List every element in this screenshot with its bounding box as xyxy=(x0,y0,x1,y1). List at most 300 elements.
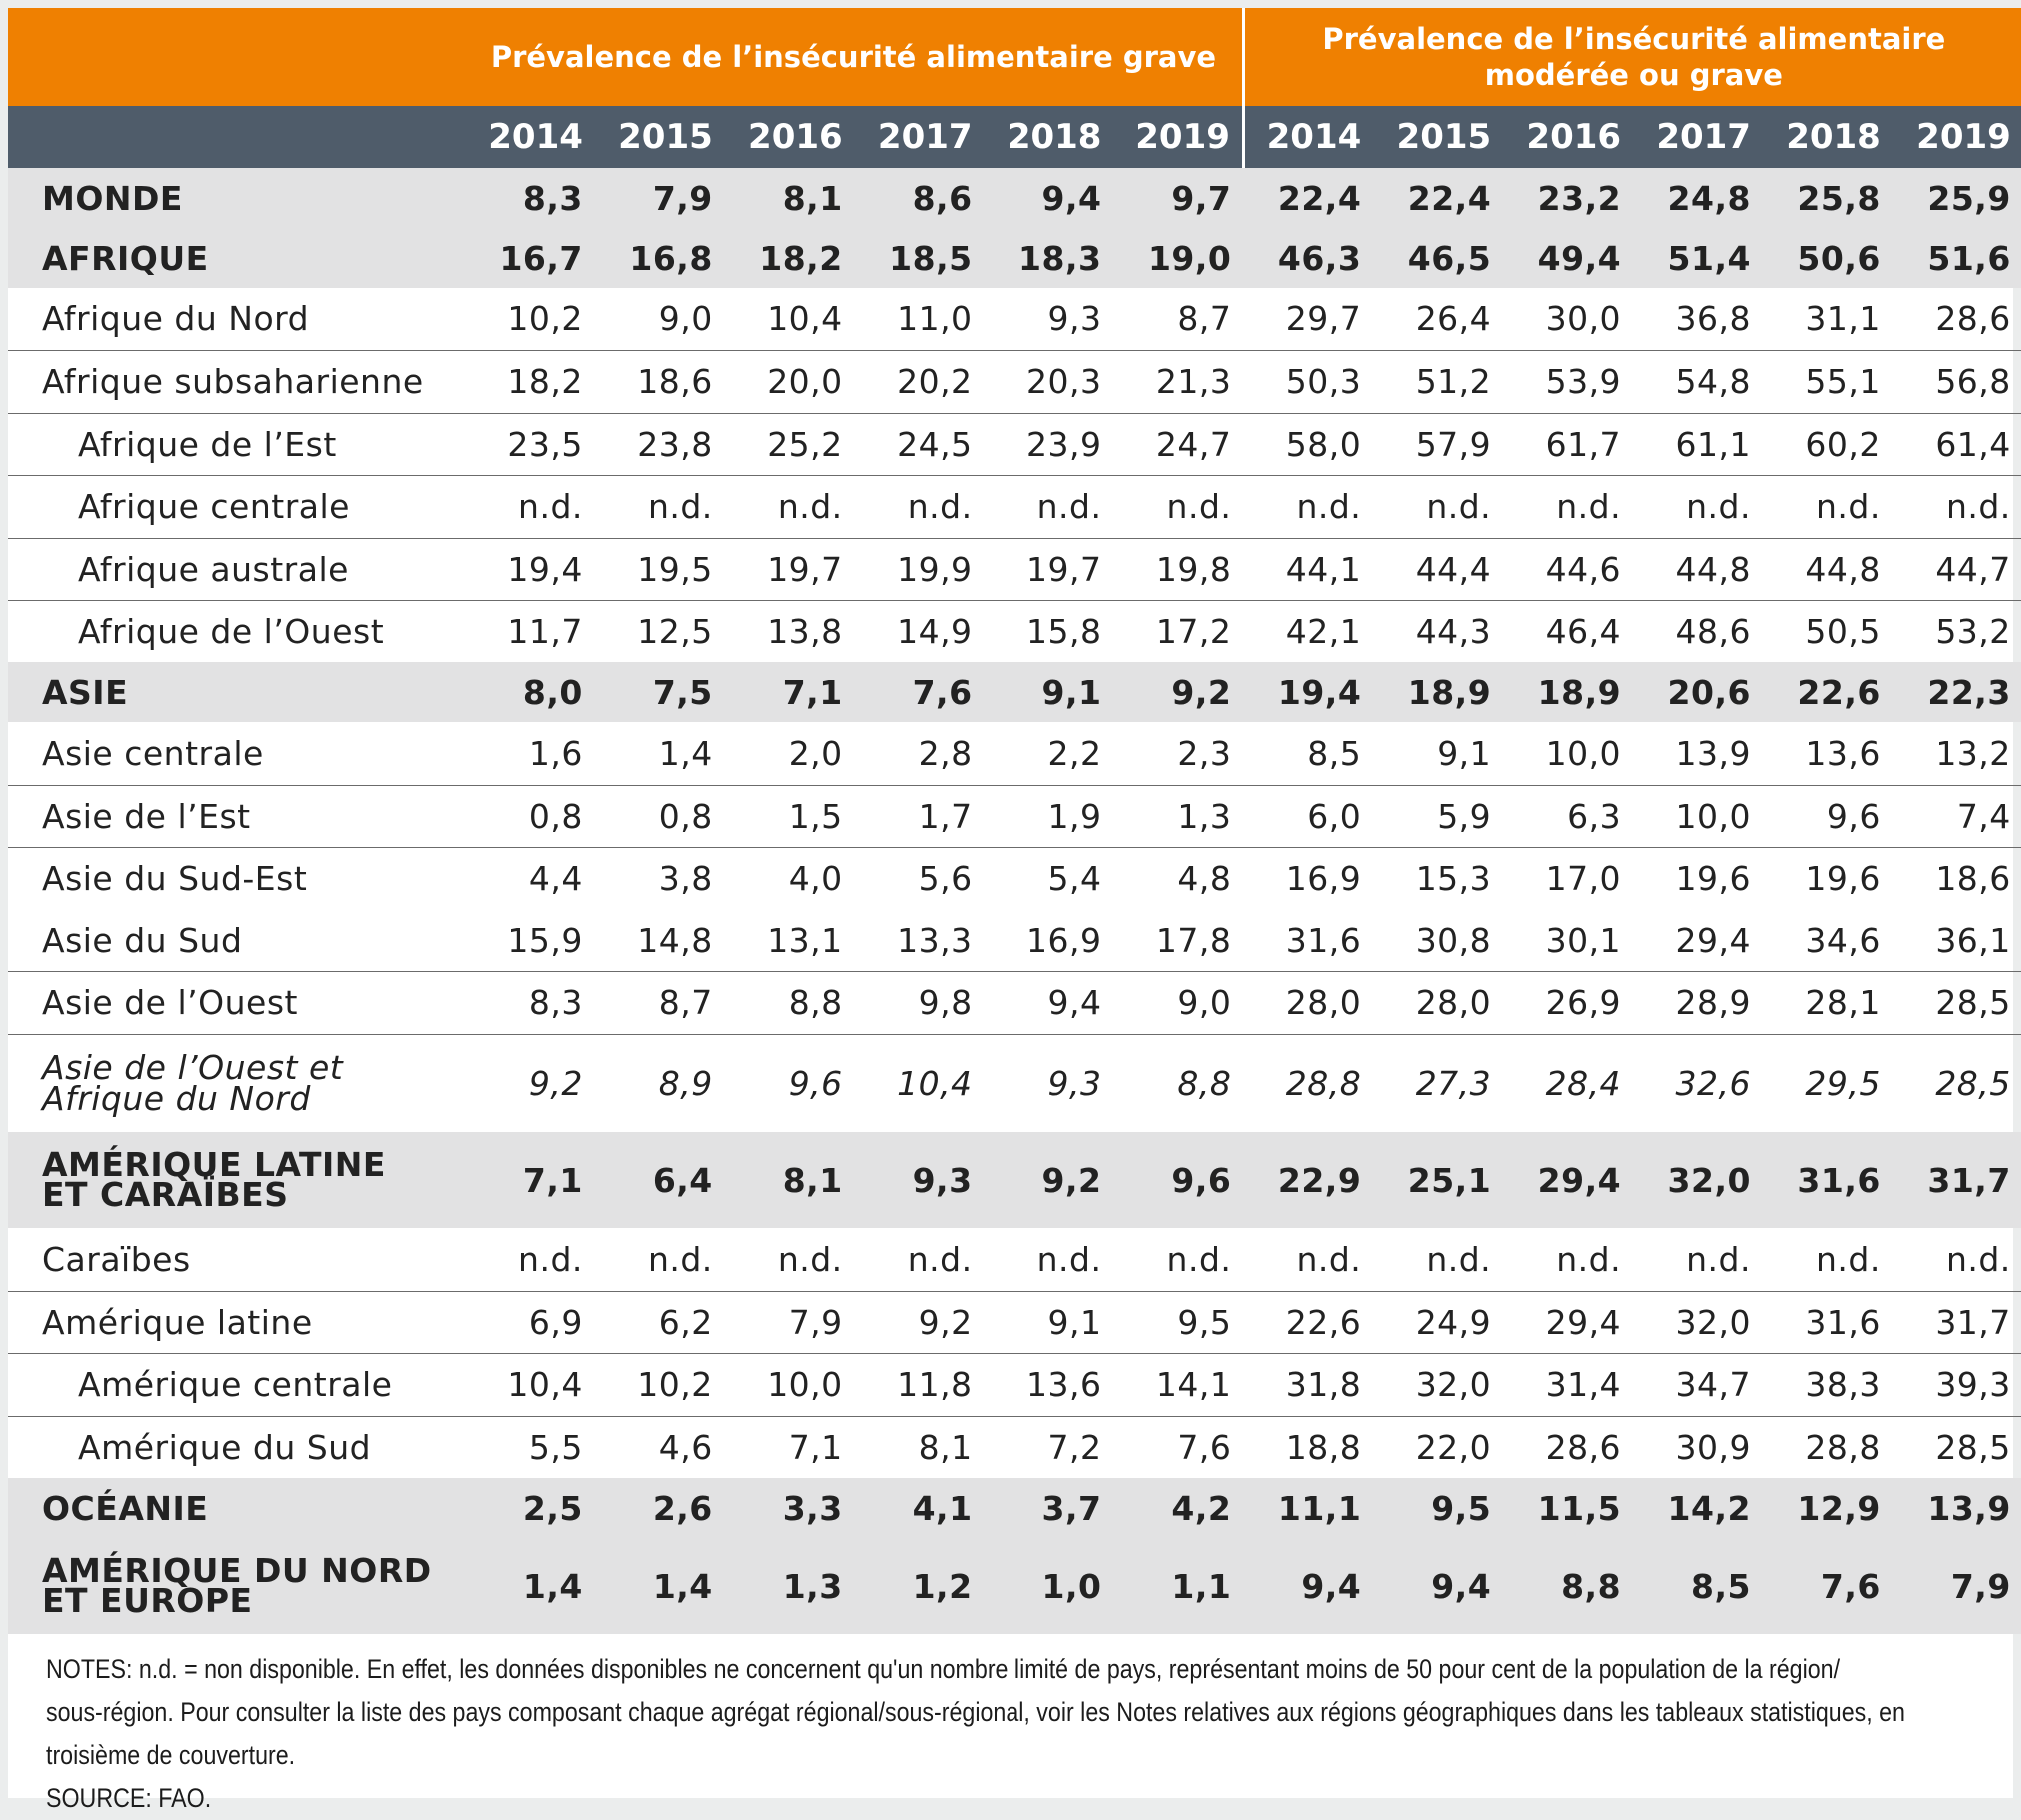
value-cell: 28,5 xyxy=(1935,1427,2011,1467)
value-cell: 9,0 xyxy=(595,288,725,350)
value-cell: 54,8 xyxy=(1633,350,1763,413)
value-cell: 19,6 xyxy=(1633,847,1763,910)
value-cell: 61,4 xyxy=(1893,413,2021,475)
value-cell: 18,9 xyxy=(1503,662,1633,722)
value-cell: 53,2 xyxy=(1935,611,2011,651)
value-cell: 19,7 xyxy=(985,538,1114,600)
value-cell: 18,3 xyxy=(985,228,1114,288)
value-cell: 36,1 xyxy=(1893,910,2021,971)
value-cell: 10,4 xyxy=(897,1063,973,1103)
value-cell: 32,6 xyxy=(1675,1063,1751,1103)
table-row xyxy=(8,1538,2021,1634)
value-cell: 2,2 xyxy=(985,722,1114,785)
value-cell: 51,6 xyxy=(1893,228,2021,288)
value-cell: 9,2 xyxy=(1113,662,1243,722)
value-cell: 31,7 xyxy=(1893,1291,2021,1353)
value-cell: 2,8 xyxy=(855,722,985,785)
value-cell: 9,2 xyxy=(855,1291,985,1353)
row-label: Afrique australe xyxy=(8,538,465,600)
year-header-cell: 2019 xyxy=(1113,106,1243,168)
value-cell: 16,8 xyxy=(595,228,725,288)
value-cell: 13,6 xyxy=(985,1353,1114,1416)
value-cell: 31,1 xyxy=(1763,288,1893,350)
value-cell: 9,4 xyxy=(985,168,1114,228)
value-cell: 44,8 xyxy=(1763,538,1893,600)
year-header-cell: 2018 xyxy=(985,106,1114,168)
value-cell: 18,8 xyxy=(1285,1427,1362,1467)
value-cell: 18,2 xyxy=(465,350,595,413)
notes-line-2: sous-région. Pour consulter la liste des pays composant chaque agrégat régional/sous-régional, voir les Notes relatives aux régions géographiques dans les tableaux statistiques, en xyxy=(46,1697,1905,1727)
value-cell: 15,8 xyxy=(1025,611,1102,651)
value-cell: 24,9 xyxy=(1373,1291,1503,1353)
value-cell: 28,1 xyxy=(1763,971,1893,1034)
value-cell: 13,8 xyxy=(767,611,843,651)
value-cell: 50,5 xyxy=(1805,611,1881,651)
value-cell: 17,8 xyxy=(1113,910,1243,971)
value-cell: n.d. xyxy=(1633,475,1763,538)
row-label: Asie de l’Ouest xyxy=(8,971,465,1034)
row-label: Afrique du Nord xyxy=(8,288,465,350)
value-cell: 24,8 xyxy=(1633,168,1763,228)
value-cell: 28,5 xyxy=(1893,971,2021,1034)
value-cell: 10,4 xyxy=(465,1353,595,1416)
value-cell: 14,9 xyxy=(897,611,973,651)
table-row xyxy=(8,413,2021,475)
row-label: Amérique centrale xyxy=(8,1353,465,1416)
value-cell: 7,1 xyxy=(788,1427,843,1467)
value-cell: 15,3 xyxy=(1373,847,1503,910)
value-cell: 46,4 xyxy=(1545,611,1622,651)
value-cell: n.d. xyxy=(1633,1228,1763,1291)
value-cell: 9,1 xyxy=(1373,722,1503,785)
value-cell: 22,3 xyxy=(1893,662,2021,722)
value-cell: 48,6 xyxy=(1675,611,1751,651)
header-moderate-label-line1: Prévalence de l’insécurité alimentaire xyxy=(1322,22,1946,56)
value-cell: 53,9 xyxy=(1503,350,1633,413)
value-cell: 16,9 xyxy=(1243,847,1373,910)
value-cell: 11,5 xyxy=(1503,1478,1633,1538)
year-header-cell: 2016 xyxy=(725,106,855,168)
value-cell: n.d. xyxy=(1893,1228,2021,1291)
row-label: AFRIQUE xyxy=(8,228,465,288)
value-cell: 22,0 xyxy=(1415,1427,1492,1467)
row-label xyxy=(8,1538,465,1634)
value-cell: 11,8 xyxy=(855,1353,985,1416)
value-cell: 32,0 xyxy=(1633,1132,1763,1228)
table-row xyxy=(8,1132,2021,1228)
value-cell: 4,0 xyxy=(725,847,855,910)
value-cell: 8,6 xyxy=(855,168,985,228)
value-cell: 23,8 xyxy=(595,413,725,475)
row-label xyxy=(8,1132,465,1228)
value-cell: 31,6 xyxy=(1243,910,1373,971)
value-cell: 7,4 xyxy=(1893,785,2021,847)
value-cell: 29,4 xyxy=(1503,1132,1633,1228)
value-cell: 1,1 xyxy=(1113,1538,1243,1634)
value-cell: 8,3 xyxy=(465,168,595,228)
value-cell: 8,8 xyxy=(1177,1063,1232,1103)
value-cell: 9,4 xyxy=(985,971,1114,1034)
value-cell: 18,6 xyxy=(1893,847,2021,910)
value-cell: 14,8 xyxy=(595,910,725,971)
value-cell: 4,2 xyxy=(1113,1478,1243,1538)
value-cell: 24,7 xyxy=(1113,413,1243,475)
value-cell: n.d. xyxy=(465,475,595,538)
row-label: Amérique du Sud xyxy=(78,1427,372,1467)
value-cell: n.d. xyxy=(595,1228,725,1291)
value-cell: 7,1 xyxy=(465,1132,595,1228)
statistics-table-panel xyxy=(8,8,2013,1813)
value-cell: 16,7 xyxy=(465,228,595,288)
row-label: Afrique de l’Est xyxy=(8,413,465,475)
row-label: Asie du Sud-Est xyxy=(8,847,465,910)
value-cell: 29,7 xyxy=(1243,288,1373,350)
value-cell: 23,9 xyxy=(985,413,1114,475)
value-cell: 1,4 xyxy=(595,1538,725,1634)
value-cell: 30,8 xyxy=(1373,910,1503,971)
table-row xyxy=(8,1228,2021,1291)
value-cell: 9,5 xyxy=(1373,1478,1503,1538)
value-cell: 1,2 xyxy=(855,1538,985,1634)
value-cell: n.d. xyxy=(1893,475,2021,538)
value-cell: 51,4 xyxy=(1633,228,1763,288)
value-cell: 7,2 xyxy=(1047,1427,1102,1467)
value-cell: n.d. xyxy=(1243,1228,1373,1291)
table-row xyxy=(8,1416,2021,1478)
value-cell: 28,5 xyxy=(1935,1063,2011,1103)
row-label: Afrique centrale xyxy=(8,475,465,538)
value-cell: 20,2 xyxy=(855,350,985,413)
value-cell: n.d. xyxy=(465,1228,595,1291)
value-cell: 34,7 xyxy=(1633,1353,1763,1416)
table-row xyxy=(8,288,2021,350)
value-cell: 29,5 xyxy=(1805,1063,1881,1103)
value-cell: 6,3 xyxy=(1503,785,1633,847)
header-moderate-label-line2: modérée ou grave xyxy=(1484,58,1783,92)
value-cell: 25,9 xyxy=(1893,168,2021,228)
value-cell: 10,0 xyxy=(1633,785,1763,847)
value-cell: 4,1 xyxy=(855,1478,985,1538)
value-cell: 10,2 xyxy=(465,288,595,350)
value-cell: 56,8 xyxy=(1893,350,2021,413)
value-cell: 19,8 xyxy=(1113,538,1243,600)
value-cell: 51,2 xyxy=(1373,350,1503,413)
value-cell: 31,8 xyxy=(1243,1353,1373,1416)
value-cell: 7,6 xyxy=(1763,1538,1893,1634)
value-cell: n.d. xyxy=(1503,475,1633,538)
notes-line-1: NOTES: n.d. = non disponible. En effet, les données disponibles ne concernent qu'un nombre limité de pays, représentant moins de 50 pour cent de la population de la région/ xyxy=(46,1654,1841,1684)
value-cell: 7,5 xyxy=(595,662,725,722)
value-cell: 50,6 xyxy=(1763,228,1893,288)
year-header-cell: 2015 xyxy=(1373,106,1503,168)
value-cell: 18,9 xyxy=(1373,662,1503,722)
header-severe-label: Prévalence de l’insécurité alimentaire grave xyxy=(490,40,1217,74)
row-label xyxy=(8,1034,465,1132)
value-cell: 2,3 xyxy=(1113,722,1243,785)
value-cell: 9,3 xyxy=(1047,1063,1102,1103)
row-label: Afrique de l’Ouest xyxy=(78,611,385,651)
value-cell: 8,9 xyxy=(658,1063,713,1103)
value-cell: 22,6 xyxy=(1243,1291,1373,1353)
value-cell: 46,3 xyxy=(1243,228,1373,288)
row-label: Asie de l’Est xyxy=(8,785,465,847)
value-cell: 1,9 xyxy=(985,785,1114,847)
value-cell: 17,2 xyxy=(1155,611,1232,651)
value-cell: 31,6 xyxy=(1763,1132,1893,1228)
value-cell: 44,3 xyxy=(1415,611,1492,651)
value-cell: n.d. xyxy=(1243,475,1373,538)
value-cell: n.d. xyxy=(1763,475,1893,538)
value-cell: 10,0 xyxy=(1503,722,1633,785)
value-cell: 44,6 xyxy=(1503,538,1633,600)
value-cell: 23,5 xyxy=(465,413,595,475)
value-cell: 1,3 xyxy=(725,1538,855,1634)
value-cell: 44,4 xyxy=(1373,538,1503,600)
value-cell: 30,1 xyxy=(1503,910,1633,971)
year-header-cell: 2014 xyxy=(465,106,595,168)
table-row xyxy=(8,475,2021,538)
table-row xyxy=(8,600,2021,662)
value-cell: 14,2 xyxy=(1633,1478,1763,1538)
year-header-cell: 2017 xyxy=(855,106,985,168)
value-cell: 3,8 xyxy=(595,847,725,910)
value-cell: 1,0 xyxy=(985,1538,1114,1634)
value-cell: 9,0 xyxy=(1113,971,1243,1034)
value-cell: 9,6 xyxy=(1763,785,1893,847)
row-label-line: Asie de l’Ouest et xyxy=(42,1048,344,1088)
value-cell: 36,8 xyxy=(1633,288,1763,350)
value-cell: 32,0 xyxy=(1633,1291,1763,1353)
row-label-line: AMÉRIQUE DU NORD xyxy=(42,1551,432,1590)
value-cell: 61,1 xyxy=(1633,413,1763,475)
value-cell: 18,5 xyxy=(855,228,985,288)
table-body xyxy=(8,168,2021,1634)
value-cell: 8,0 xyxy=(465,662,595,722)
value-cell: 57,9 xyxy=(1373,413,1503,475)
value-cell: 13,1 xyxy=(725,910,855,971)
table-row xyxy=(8,168,2021,228)
value-cell: 5,4 xyxy=(985,847,1114,910)
value-cell: 8,7 xyxy=(1113,288,1243,350)
value-cell: 1,5 xyxy=(725,785,855,847)
value-cell: 4,6 xyxy=(658,1427,713,1467)
value-cell: 10,4 xyxy=(725,288,855,350)
value-cell: 11,1 xyxy=(1243,1478,1373,1538)
value-cell: 31,6 xyxy=(1763,1291,1893,1353)
row-label: Asie centrale xyxy=(8,722,465,785)
value-cell: 19,5 xyxy=(595,538,725,600)
value-cell: 30,9 xyxy=(1675,1427,1751,1467)
value-cell: 1,4 xyxy=(465,1538,595,1634)
value-cell: 14,1 xyxy=(1113,1353,1243,1416)
table-row xyxy=(8,538,2021,600)
value-cell: 4,4 xyxy=(465,847,595,910)
year-header-cell: 2017 xyxy=(1633,106,1763,168)
value-cell: 19,9 xyxy=(855,538,985,600)
value-cell: 8,1 xyxy=(725,168,855,228)
value-cell: 28,8 xyxy=(1805,1427,1881,1467)
table-row xyxy=(8,847,2021,910)
table-row xyxy=(8,350,2021,413)
table-row xyxy=(8,722,2021,785)
value-cell: 9,2 xyxy=(528,1063,583,1103)
value-cell: 28,0 xyxy=(1373,971,1503,1034)
value-cell: 13,9 xyxy=(1633,722,1763,785)
value-cell: 44,8 xyxy=(1633,538,1763,600)
value-cell: 13,9 xyxy=(1893,1478,2021,1538)
value-cell: 24,5 xyxy=(855,413,985,475)
value-cell: 5,9 xyxy=(1373,785,1503,847)
value-cell: 28,6 xyxy=(1893,288,2021,350)
notes-line-3: troisième de couverture. xyxy=(46,1740,296,1770)
value-cell: 13,2 xyxy=(1893,722,2021,785)
value-cell: 15,9 xyxy=(465,910,595,971)
value-cell: 25,2 xyxy=(725,413,855,475)
row-label: ASIE xyxy=(8,662,465,722)
value-cell: 1,7 xyxy=(855,785,985,847)
value-cell: 7,9 xyxy=(725,1291,855,1353)
value-cell: 19,4 xyxy=(465,538,595,600)
value-cell: 3,3 xyxy=(725,1478,855,1538)
value-cell: 25,1 xyxy=(1373,1132,1503,1228)
value-cell: 22,6 xyxy=(1763,662,1893,722)
value-cell: 1,4 xyxy=(595,722,725,785)
year-header-cell: 2016 xyxy=(1503,106,1633,168)
value-cell: 2,5 xyxy=(465,1478,595,1538)
value-cell: 44,1 xyxy=(1243,538,1373,600)
value-cell: 28,0 xyxy=(1243,971,1373,1034)
value-cell: 42,1 xyxy=(1285,611,1362,651)
value-cell: 16,9 xyxy=(985,910,1114,971)
value-cell: 19,7 xyxy=(725,538,855,600)
value-cell: 9,1 xyxy=(985,662,1114,722)
value-cell: 10,2 xyxy=(595,1353,725,1416)
value-cell: n.d. xyxy=(855,1228,985,1291)
value-cell: n.d. xyxy=(985,475,1114,538)
value-cell: 8,5 xyxy=(1633,1538,1763,1634)
value-cell: 28,9 xyxy=(1633,971,1763,1034)
row-label: Asie du Sud xyxy=(8,910,465,971)
row-label: Afrique subsaharienne xyxy=(8,350,465,413)
year-header-cell: 2019 xyxy=(1893,106,2021,168)
header-moderate-severe-insecurity xyxy=(1243,8,2021,106)
value-cell: 11,0 xyxy=(855,288,985,350)
value-cell: 49,4 xyxy=(1503,228,1633,288)
value-cell: 20,6 xyxy=(1633,662,1763,722)
value-cell: 0,8 xyxy=(595,785,725,847)
value-cell: 7,1 xyxy=(725,662,855,722)
value-cell: 13,6 xyxy=(1763,722,1893,785)
value-cell: 6,0 xyxy=(1243,785,1373,847)
value-cell: 20,3 xyxy=(985,350,1114,413)
value-cell: 26,4 xyxy=(1373,288,1503,350)
value-cell: 11,7 xyxy=(507,611,583,651)
value-cell: 9,3 xyxy=(985,288,1114,350)
value-cell: 2,6 xyxy=(595,1478,725,1538)
table-notes xyxy=(46,1648,1905,1820)
row-label: Caraïbes xyxy=(8,1228,465,1291)
table-row xyxy=(8,785,2021,847)
value-cell: 18,6 xyxy=(595,350,725,413)
value-cell: 20,0 xyxy=(725,350,855,413)
value-cell: n.d. xyxy=(1503,1228,1633,1291)
value-cell: 58,0 xyxy=(1243,413,1373,475)
value-cell: 8,8 xyxy=(725,971,855,1034)
value-cell: 9,3 xyxy=(855,1132,985,1228)
value-cell: 3,7 xyxy=(985,1478,1114,1538)
value-cell: 46,5 xyxy=(1373,228,1503,288)
source-line: SOURCE: FAO. xyxy=(46,1783,212,1813)
value-cell: 9,5 xyxy=(1113,1291,1243,1353)
year-header-cell: 2015 xyxy=(595,106,725,168)
table-row xyxy=(8,1291,2021,1353)
header-corner-cell xyxy=(8,8,465,106)
row-label-line: ET CARAÏBES xyxy=(42,1175,289,1214)
row-label-line: ET EUROPE xyxy=(42,1581,253,1620)
table-row xyxy=(8,971,2021,1034)
value-cell: n.d. xyxy=(985,1228,1114,1291)
value-cell: 50,3 xyxy=(1243,350,1373,413)
value-cell: 28,8 xyxy=(1285,1063,1362,1103)
value-cell: n.d. xyxy=(1373,475,1503,538)
value-cell: 9,8 xyxy=(855,971,985,1034)
value-cell: 9,4 xyxy=(1373,1538,1503,1634)
value-cell: 6,4 xyxy=(595,1132,725,1228)
value-cell: 23,2 xyxy=(1503,168,1633,228)
value-cell: 7,9 xyxy=(595,168,725,228)
value-cell: 19,6 xyxy=(1763,847,1893,910)
value-cell: 8,3 xyxy=(465,971,595,1034)
value-cell: 5,5 xyxy=(528,1427,583,1467)
value-cell: 8,1 xyxy=(725,1132,855,1228)
value-cell: 17,0 xyxy=(1503,847,1633,910)
value-cell: n.d. xyxy=(595,475,725,538)
value-cell: 13,3 xyxy=(855,910,985,971)
year-header-corner xyxy=(8,106,465,168)
value-cell: 1,6 xyxy=(465,722,595,785)
value-cell: 29,4 xyxy=(1633,910,1763,971)
value-cell: 0,8 xyxy=(465,785,595,847)
value-cell: 5,6 xyxy=(855,847,985,910)
value-cell: 1,3 xyxy=(1113,785,1243,847)
value-cell: 30,0 xyxy=(1503,288,1633,350)
value-cell: 19,4 xyxy=(1243,662,1373,722)
value-cell: 26,9 xyxy=(1503,971,1633,1034)
value-cell: 61,7 xyxy=(1503,413,1633,475)
row-label: OCÉANIE xyxy=(8,1478,465,1538)
food-insecurity-table xyxy=(8,8,2021,1634)
value-cell: 34,6 xyxy=(1763,910,1893,971)
year-header-cell: 2018 xyxy=(1763,106,1893,168)
value-cell: 2,0 xyxy=(725,722,855,785)
value-cell: 9,1 xyxy=(985,1291,1114,1353)
value-cell: 7,9 xyxy=(1893,1538,2021,1634)
row-label: Amérique latine xyxy=(8,1291,465,1353)
value-cell: 9,6 xyxy=(788,1063,843,1103)
year-header-cell: 2014 xyxy=(1243,106,1373,168)
header-severe-insecurity xyxy=(465,8,1243,106)
value-cell: n.d. xyxy=(855,475,985,538)
value-cell: 28,6 xyxy=(1545,1427,1622,1467)
value-cell: 39,3 xyxy=(1893,1353,2021,1416)
value-cell: 12,5 xyxy=(637,611,713,651)
value-cell: 55,1 xyxy=(1763,350,1893,413)
value-cell: 7,6 xyxy=(855,662,985,722)
row-label-line: AMÉRIQUE LATINE xyxy=(42,1145,386,1184)
value-cell: 6,2 xyxy=(595,1291,725,1353)
value-cell: 8,8 xyxy=(1503,1538,1633,1634)
value-cell: 28,4 xyxy=(1545,1063,1622,1103)
